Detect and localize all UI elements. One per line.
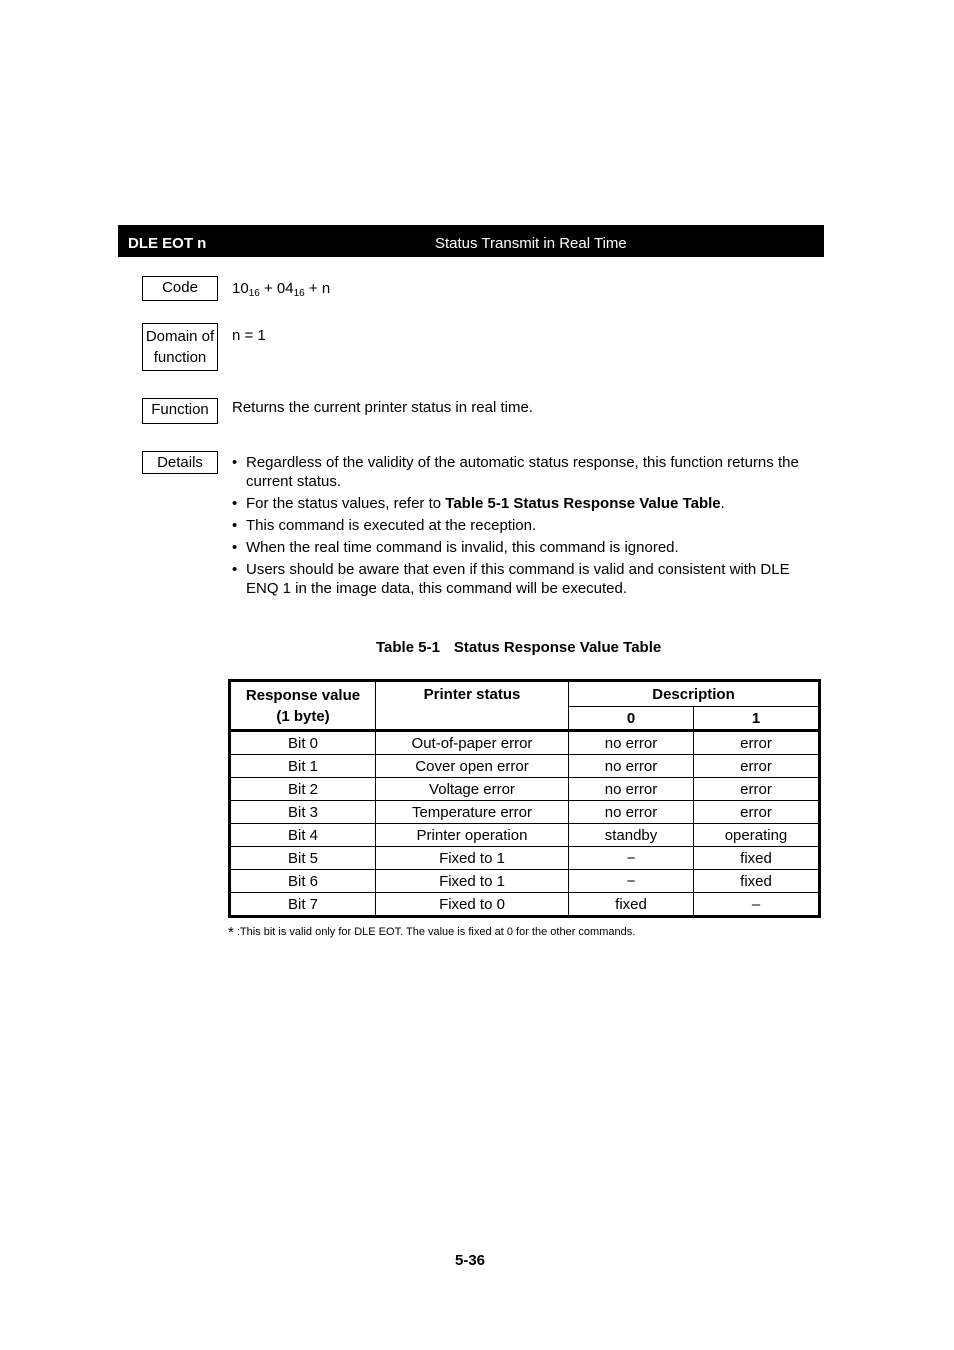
header-response-line2: (1 byte) [276, 707, 330, 725]
table-row [230, 731, 820, 755]
table-caption [376, 639, 661, 656]
cell-v0: no error [569, 731, 694, 755]
code-label-text: Code [162, 279, 198, 296]
table-row [230, 824, 820, 847]
cell-status: Out-of-paper error [376, 731, 569, 755]
cell-v0: fixed [569, 893, 694, 917]
cell-status: Printer operation [376, 824, 569, 847]
cell-bit: Bit 0 [230, 731, 376, 755]
code-hex1: 10 [232, 280, 249, 297]
domain-label [142, 323, 218, 371]
code-sub2: 16 [293, 288, 305, 299]
cell-bit: Bit 1 [230, 755, 376, 778]
command-header-bar [118, 225, 824, 257]
cell-status: Fixed to 1 [376, 847, 569, 870]
cell-v1: operating [694, 824, 820, 847]
cell-status: Cover open error [376, 755, 569, 778]
cell-status: Voltage error [376, 778, 569, 801]
table-row [230, 847, 820, 870]
cell-v1: – [694, 893, 820, 917]
cell-v1: error [694, 801, 820, 824]
cell-bit: Bit 6 [230, 870, 376, 893]
footnote-text: :This bit is valid only for DLE EOT. The value is fixed at 0 for the other commands. [236, 926, 636, 938]
cell-v1: error [694, 731, 820, 755]
header-printer-status [376, 681, 569, 731]
cell-bit: Bit 3 [230, 801, 376, 824]
cell-v0: standby [569, 824, 694, 847]
header-printer-status-text: Printer status [423, 686, 521, 703]
cell-bit: Bit 2 [230, 778, 376, 801]
details-item: • Regardless of the validity of the automatic status response, this function returns the current status. [232, 453, 822, 491]
table-row [230, 893, 820, 917]
header-description: Description [569, 681, 820, 707]
table-row [230, 755, 820, 778]
cell-v0: − [569, 870, 694, 893]
details-list-container [232, 453, 822, 601]
details-label-text: Details [157, 454, 203, 471]
table-row [230, 870, 820, 893]
footnote-mark: * [228, 924, 234, 941]
status-response-table [228, 679, 821, 918]
cell-status: Fixed to 0 [376, 893, 569, 917]
cell-bit: Bit 7 [230, 893, 376, 917]
command-title: Status Transmit in Real Time [435, 235, 627, 252]
command-name: DLE EOT n [128, 235, 207, 252]
details-item: • When the real time command is invalid, this command is ignored. [232, 538, 822, 557]
cell-v0: no error [569, 755, 694, 778]
function-label [142, 398, 218, 424]
table-caption-number: Table 5-1 [376, 639, 440, 656]
cell-bit: Bit 4 [230, 824, 376, 847]
header-response-value [230, 681, 376, 731]
details-item2-prefix: For the status values, refer to [246, 495, 446, 512]
table-row [230, 778, 820, 801]
function-label-text: Function [151, 401, 209, 418]
code-label [142, 276, 218, 301]
details-list [232, 453, 822, 598]
domain-value: n = 1 [232, 327, 266, 344]
cell-v0: − [569, 847, 694, 870]
cell-status: Temperature error [376, 801, 569, 824]
table-caption-title: Status Response Value Table [453, 639, 662, 656]
details-label [142, 451, 218, 474]
cell-bit: Bit 5 [230, 847, 376, 870]
cell-v1: error [694, 755, 820, 778]
table-footnote [228, 922, 635, 939]
details-item: • This command is executed at the reception. [232, 516, 822, 535]
cell-v0: no error [569, 801, 694, 824]
function-value: Returns the current printer status in real time. [232, 399, 533, 416]
table-reference: Table 5-1 Status Response Value Table [445, 495, 721, 512]
table-body [230, 731, 820, 917]
domain-label-line2: function [153, 349, 207, 366]
cell-v1: fixed [694, 847, 820, 870]
details-item2-suffix: . [720, 495, 725, 512]
header-col-1: 1 [694, 707, 820, 731]
details-item [232, 494, 822, 513]
cell-v1: fixed [694, 870, 820, 893]
code-value [232, 279, 330, 299]
details-item: • Users should be aware that even if this command is valid and consistent with DLE ENQ 1 in the image data, this command will be executed. [232, 560, 822, 598]
cell-v0: no error [569, 778, 694, 801]
domain-label-line1: Domain of [145, 328, 215, 345]
code-hex2: 04 [276, 280, 294, 297]
cell-v1: error [694, 778, 820, 801]
cell-status: Fixed to 1 [376, 870, 569, 893]
code-plus2: + [304, 280, 322, 297]
code-sub1: 16 [248, 288, 260, 299]
code-param: n [321, 280, 331, 297]
page-number: 5-36 [455, 1252, 486, 1269]
table-row [230, 801, 820, 824]
header-response-line1: Response value [245, 686, 361, 704]
header-col-0: 0 [569, 707, 694, 731]
code-plus1: + [259, 280, 277, 297]
